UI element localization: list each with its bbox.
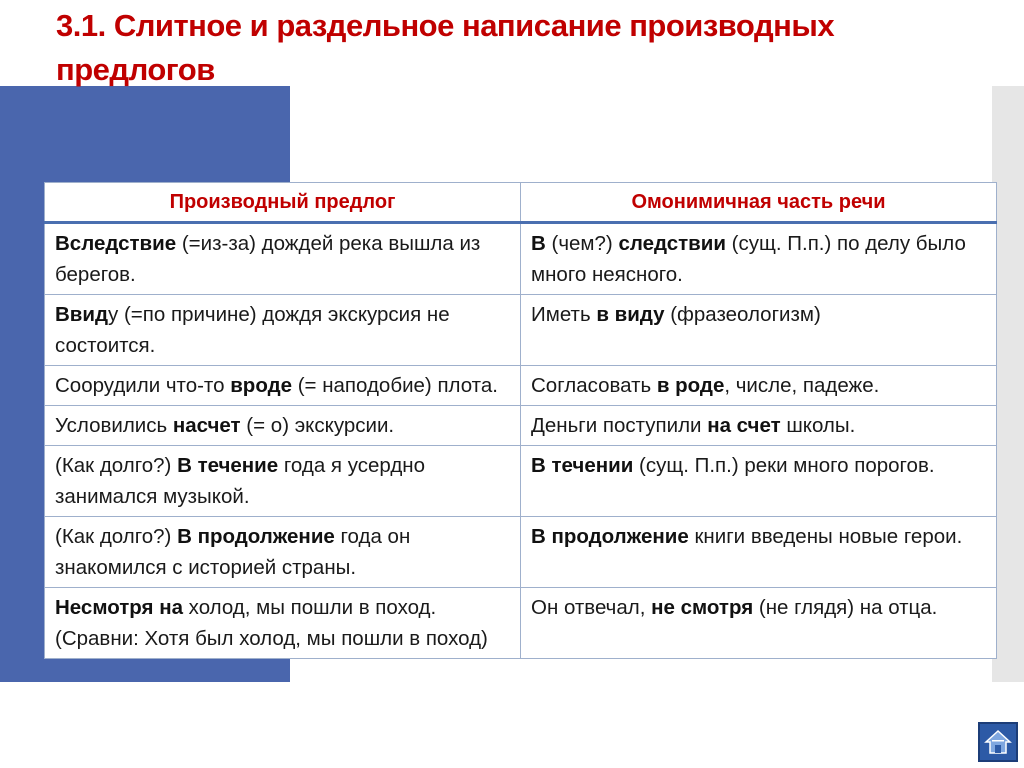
- table-cell-preposition: (Как долго?) В продолжение года он знакомился с историей страны.: [45, 517, 521, 588]
- table-cell-homonym: Согласовать в роде, числе, падеже.: [521, 366, 997, 406]
- table-cell-preposition: Ввиду (=по причине) дождя экскурсия не состоится.: [45, 295, 521, 366]
- table-row: [45, 406, 997, 446]
- slide-title: 3.1. Слитное и раздельное написание производных предлогов: [56, 8, 835, 87]
- table-cell-homonym: В продолжение книги введены новые герои.: [521, 517, 997, 588]
- home-icon: [984, 728, 1012, 756]
- table-cell-preposition: Вследствие (=из-за) дождей река вышла из берегов.: [45, 223, 521, 295]
- prepositions-table-container: [44, 182, 996, 659]
- table-cell-preposition: Несмотря на холод, мы пошли в поход. (Сравни: Хотя был холод, мы пошли в поход): [45, 588, 521, 659]
- table-row: [45, 588, 997, 659]
- table-row: [45, 295, 997, 366]
- table-body: [45, 223, 997, 659]
- column-header-homonymous-part-of-speech: Омонимичная часть речи: [521, 183, 997, 223]
- column-header-derived-preposition: Производный предлог: [45, 183, 521, 223]
- table-cell-homonym: Иметь в виду (фразеологизм): [521, 295, 997, 366]
- table-cell-preposition: (Как долго?) В течение года я усердно занимался музыкой.: [45, 446, 521, 517]
- home-button[interactable]: [978, 722, 1018, 762]
- table-cell-preposition: Условились насчет (= о) экскурсии.: [45, 406, 521, 446]
- table-cell-homonym: Деньги поступили на счет школы.: [521, 406, 997, 446]
- table-header-row: [45, 183, 997, 223]
- table-row: [45, 517, 997, 588]
- table-cell-homonym: Он отвечал, не смотря (не глядя) на отца.: [521, 588, 997, 659]
- table-cell-homonym: В (чем?) следствии (сущ. П.п.) по делу было много неясного.: [521, 223, 997, 295]
- table-row: [45, 446, 997, 517]
- table-cell-homonym: В течении (сущ. П.п.) реки много порогов.: [521, 446, 997, 517]
- table-row: [45, 223, 997, 295]
- table-cell-preposition: Соорудили что-то вроде (= наподобие) плота.: [45, 366, 521, 406]
- prepositions-table: [44, 182, 997, 659]
- table-row: [45, 366, 997, 406]
